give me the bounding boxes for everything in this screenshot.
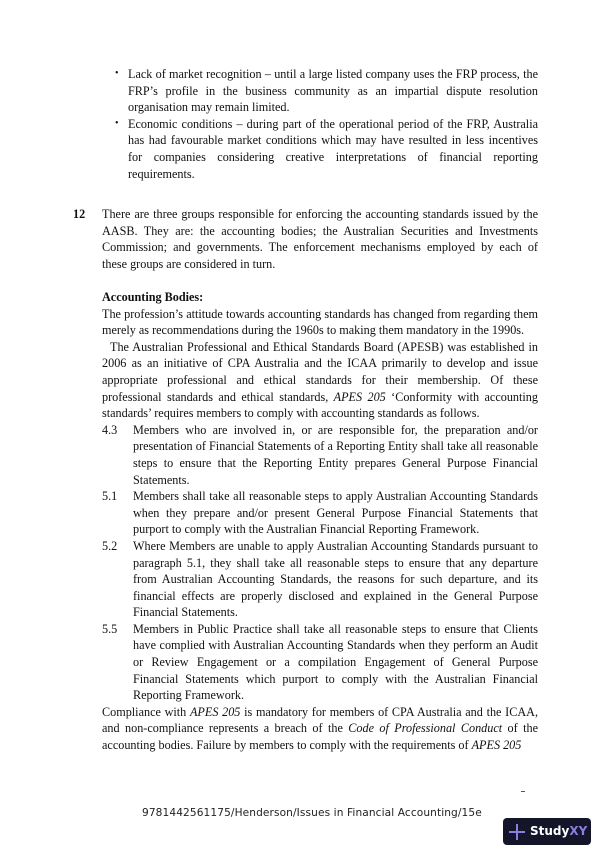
apes-205-italic: APES 205 [333, 389, 386, 404]
paragraph-attitude: The profession’s attitude towards accounting standards has changed from regarding them merely as recommendations during the 1960s to making them mandatory in the 1990s. [102, 306, 538, 338]
clause-number: 5.1 [102, 489, 118, 504]
footer-citation: 9781442561175/Henderson/Issues in Financial Accounting/15e [142, 807, 482, 819]
clause-list [102, 422, 538, 704]
clause-item [102, 422, 538, 488]
studyxy-badge[interactable] [503, 818, 591, 845]
clause-number: 5.5 [102, 621, 118, 636]
clause-item [102, 488, 538, 538]
question-number: 12 [73, 207, 86, 221]
clause-text: Members who are involved in, or are responsible for, the preparation and/or presentation of Financial Statements of a Reporting Entity shall take all reasonable steps to ensure that the Reporting Entity prepares General Purpose Financial Statements. [133, 422, 538, 487]
bullet-item [102, 66, 538, 116]
section-heading: Accounting Bodies: [102, 290, 204, 304]
badge-label-main: Study [530, 824, 570, 839]
bullet-icon: • [115, 68, 119, 79]
paragraph-apesb: The Australian Professional and Ethical Standards Board (APESB) was established in 2006 as an initiative of CPA Australia and the ICAA primarily to develop and issue appropriate professional and ethical standards for their membership. Of these professional standards and ethical standards, APES 205 ‘Conformity with accounting standards’ requires members to comply with accounting standards as follows. [102, 339, 538, 421]
bullet-text: Economic conditions – during part of the operational period of the FRP, Australia has had favourable market conditions which may have resulted in less incentives for companies considering creative interpretations of financial reporting requirements. [128, 116, 538, 181]
accounting-bodies-section [102, 289, 538, 754]
clause-text: Where Members are unable to apply Australian Accounting Standards pursuant to paragraph 5.1, they shall take all reasonable steps to ensure that any departure from Australian Accounting Standards, the reasons for such departure, and its financial effects are properly disclosed and explained in the General Purpose Financial Statements. [133, 538, 538, 620]
clause-text: Members shall take all reasonable steps to apply Australian Accounting Standards when they prepare and/or present General Purpose Financial Statements that purport to comply with the Australian Financial Reporting Framework. [133, 489, 538, 537]
bullet-text: Lack of market recognition – until a large listed company uses the FRP process, the FRP’s profile in the business community as an impartial dispute resolution organisation may remain limited. [128, 67, 538, 115]
clause-item [102, 621, 538, 704]
clause-number: 4.3 [102, 422, 118, 437]
paragraph-compliance: Compliance with APES 205 is mandatory for members of CPA Australia and the ICAA, and non-compliance represents a breach of the Code of Professional Conduct of the accounting bodies. Failure by members to comply with the requirements of APES 205 [102, 704, 539, 753]
clause-item [102, 538, 538, 621]
plus-icon [509, 824, 525, 840]
question-block [73, 206, 538, 272]
footer-dash [521, 791, 525, 792]
question-text: There are three groups responsible for enforcing the accounting standards issued by the AASB. They are: the accounting bodies; the Australian Securities and Investments Commission; and governments. The enforcement mechanisms employed by each of these groups are considered in turn. [102, 207, 538, 271]
bullet-item [102, 116, 538, 182]
clause-text: Members in Public Practice shall take all reasonable steps to ensure that Clients have complied with Australian Accounting Standards when they perform an Audit or Review Engagement or a compilation Engagement of General Purpose Financial Statements which purport to comply with the Australian Financial Reporting Framework. [133, 621, 538, 703]
clause-number: 5.2 [102, 538, 118, 553]
bullet-list [102, 66, 538, 182]
badge-label-accent: XY [569, 824, 588, 839]
bullet-icon: • [115, 117, 119, 129]
